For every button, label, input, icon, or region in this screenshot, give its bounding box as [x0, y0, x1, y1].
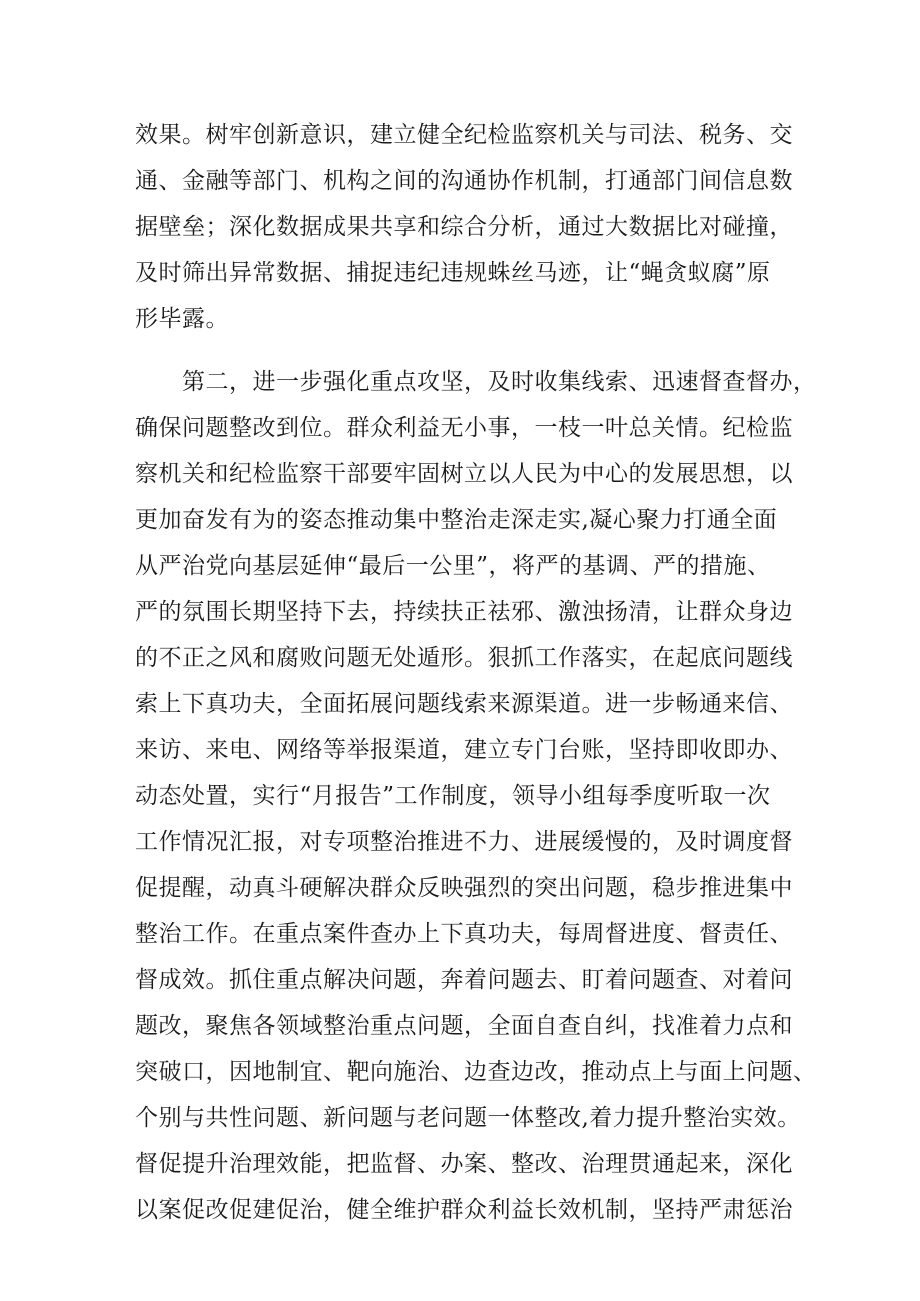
body-text	[135, 112, 817, 1233]
text-line: 据壁垒；深化数据成果共享和综合分析，通过大数据比对碰撞，	[135, 214, 793, 240]
text-line: 更加奋发有为的姿态推动集中整治走深走实,凝心聚力打通全面	[135, 507, 778, 533]
text-line: 的不正之风和腐败问题无处遁形。狠抓工作落实，在起底问题线	[135, 645, 793, 671]
text-line: 索上下真功夫，全面拓展问题线索来源渠道。进一步畅通来信、	[135, 691, 793, 717]
text-line: 题改，聚焦各领域整治重点问题，全面自查自纠，找准着力点和	[135, 1013, 793, 1039]
paragraph-spacing	[135, 342, 795, 359]
text-line: 及时筛出异常数据、捕捉违纪违规蛛丝马迹，让“蝇贪蚁腐”原	[135, 260, 771, 286]
text-line: 促提醒，动真斗硬解决群众反映强烈的突出问题，稳步推进集中	[135, 875, 793, 901]
text-line: 效果。树牢创新意识，建立健全纪检监察机关与司法、税务、交	[135, 122, 793, 148]
text-line: 确保问题整改到位。群众利益无小事，一枝一叶总关情。纪检监	[135, 415, 793, 441]
text-line: 察机关和纪检监察干部要牢固树立以人民为中心的发展思想，以	[135, 461, 793, 487]
text-line: 动态处置，实行“月报告”工作制度，领导小组每季度听取一次	[135, 783, 771, 809]
text-line: 突破口，因地制宜、靶向施治、边查边改，推动点上与面上问题、	[135, 1059, 817, 1085]
text-line: 个别与共性问题、新问题与老问题一体整改,着力提升整治实效。	[135, 1105, 801, 1131]
text-line: 来访、来电、网络等举报渠道，建立专门台账，坚持即收即办、	[135, 737, 793, 763]
text-line: 第二，进一步强化重点攻坚，及时收集线索、迅速督查督办，	[135, 369, 817, 395]
text-line: 形毕露。	[135, 306, 229, 332]
text-line: 督促提升治理效能，把监督、办案、整改、治理贯通起来，深化	[135, 1151, 793, 1177]
text-line: 从严治党向基层延伸“最后一公里”，将严的基调、严的措施、	[135, 553, 771, 579]
text-line: 通、金融等部门、机构之间的沟通协作机制，打通部门间信息数	[135, 168, 793, 194]
paragraph-1	[135, 112, 795, 342]
paragraph-2	[135, 359, 817, 1233]
text-line: 严的氛围长期坚持下去，持续扶正祛邪、激浊扬清，让群众身边	[135, 599, 793, 625]
text-line: 以案促改促建促治，健全维护群众利益长效机制，坚持严肃惩治	[135, 1197, 793, 1223]
text-line: 督成效。抓住重点解决问题，奔着问题去、盯着问题查、对着问	[135, 967, 793, 993]
text-line: 工作情况汇报，对专项整治推进不力、进展缓慢的，及时调度督	[135, 829, 793, 855]
text-line: 整治工作。在重点案件查办上下真功夫，每周督进度、督责任、	[135, 921, 793, 947]
